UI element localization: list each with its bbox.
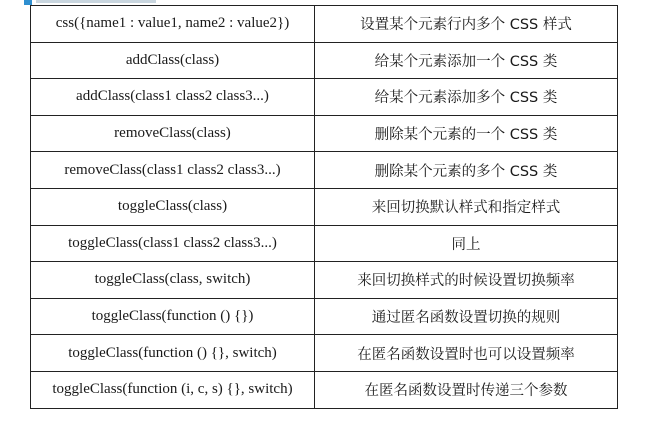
table-row — [31, 42, 618, 79]
table-row — [31, 225, 618, 262]
description-cell: 同上 — [315, 225, 618, 262]
table-row — [31, 79, 618, 116]
table-row — [31, 188, 618, 225]
description-cell: 删除某个元素的多个 CSS 类 — [315, 152, 618, 189]
description-cell: 来回切换样式的时候设置切换频率 — [315, 262, 618, 299]
description-cell: 在匿名函数设置时也可以设置频率 — [315, 335, 618, 372]
description-cell: 给某个元素添加多个 CSS 类 — [315, 79, 618, 116]
method-cell: toggleClass(function () {}, switch) — [31, 335, 315, 372]
description-cell: 通过匿名函数设置切换的规则 — [315, 298, 618, 335]
method-cell: addClass(class1 class2 class3...) — [31, 79, 315, 116]
description-cell: 设置某个元素行内多个 CSS 样式 — [315, 6, 618, 43]
table-row — [31, 115, 618, 152]
method-cell: removeClass(class1 class2 class3...) — [31, 152, 315, 189]
description-cell: 删除某个元素的一个 CSS 类 — [315, 115, 618, 152]
table-row — [31, 371, 618, 408]
method-cell: toggleClass(class) — [31, 188, 315, 225]
jquery-css-methods-table — [30, 5, 618, 409]
method-cell: addClass(class) — [31, 42, 315, 79]
table-row — [31, 152, 618, 189]
method-cell: toggleClass(class, switch) — [31, 262, 315, 299]
table-row — [31, 335, 618, 372]
method-cell: toggleClass(class1 class2 class3...) — [31, 225, 315, 262]
top-faded-header — [36, 0, 156, 3]
description-cell: 在匿名函数设置时传递三个参数 — [315, 371, 618, 408]
methods-table-container — [30, 5, 618, 409]
method-cell: css({name1 : value1, name2 : value2}) — [31, 6, 315, 43]
method-cell: toggleClass(function (i, c, s) {}, switch) — [31, 371, 315, 408]
description-cell: 给某个元素添加一个 CSS 类 — [315, 42, 618, 79]
table-row — [31, 298, 618, 335]
method-cell: toggleClass(function () {}) — [31, 298, 315, 335]
table-row — [31, 262, 618, 299]
table-row — [31, 6, 618, 43]
method-cell: removeClass(class) — [31, 115, 315, 152]
description-cell: 来回切换默认样式和指定样式 — [315, 188, 618, 225]
